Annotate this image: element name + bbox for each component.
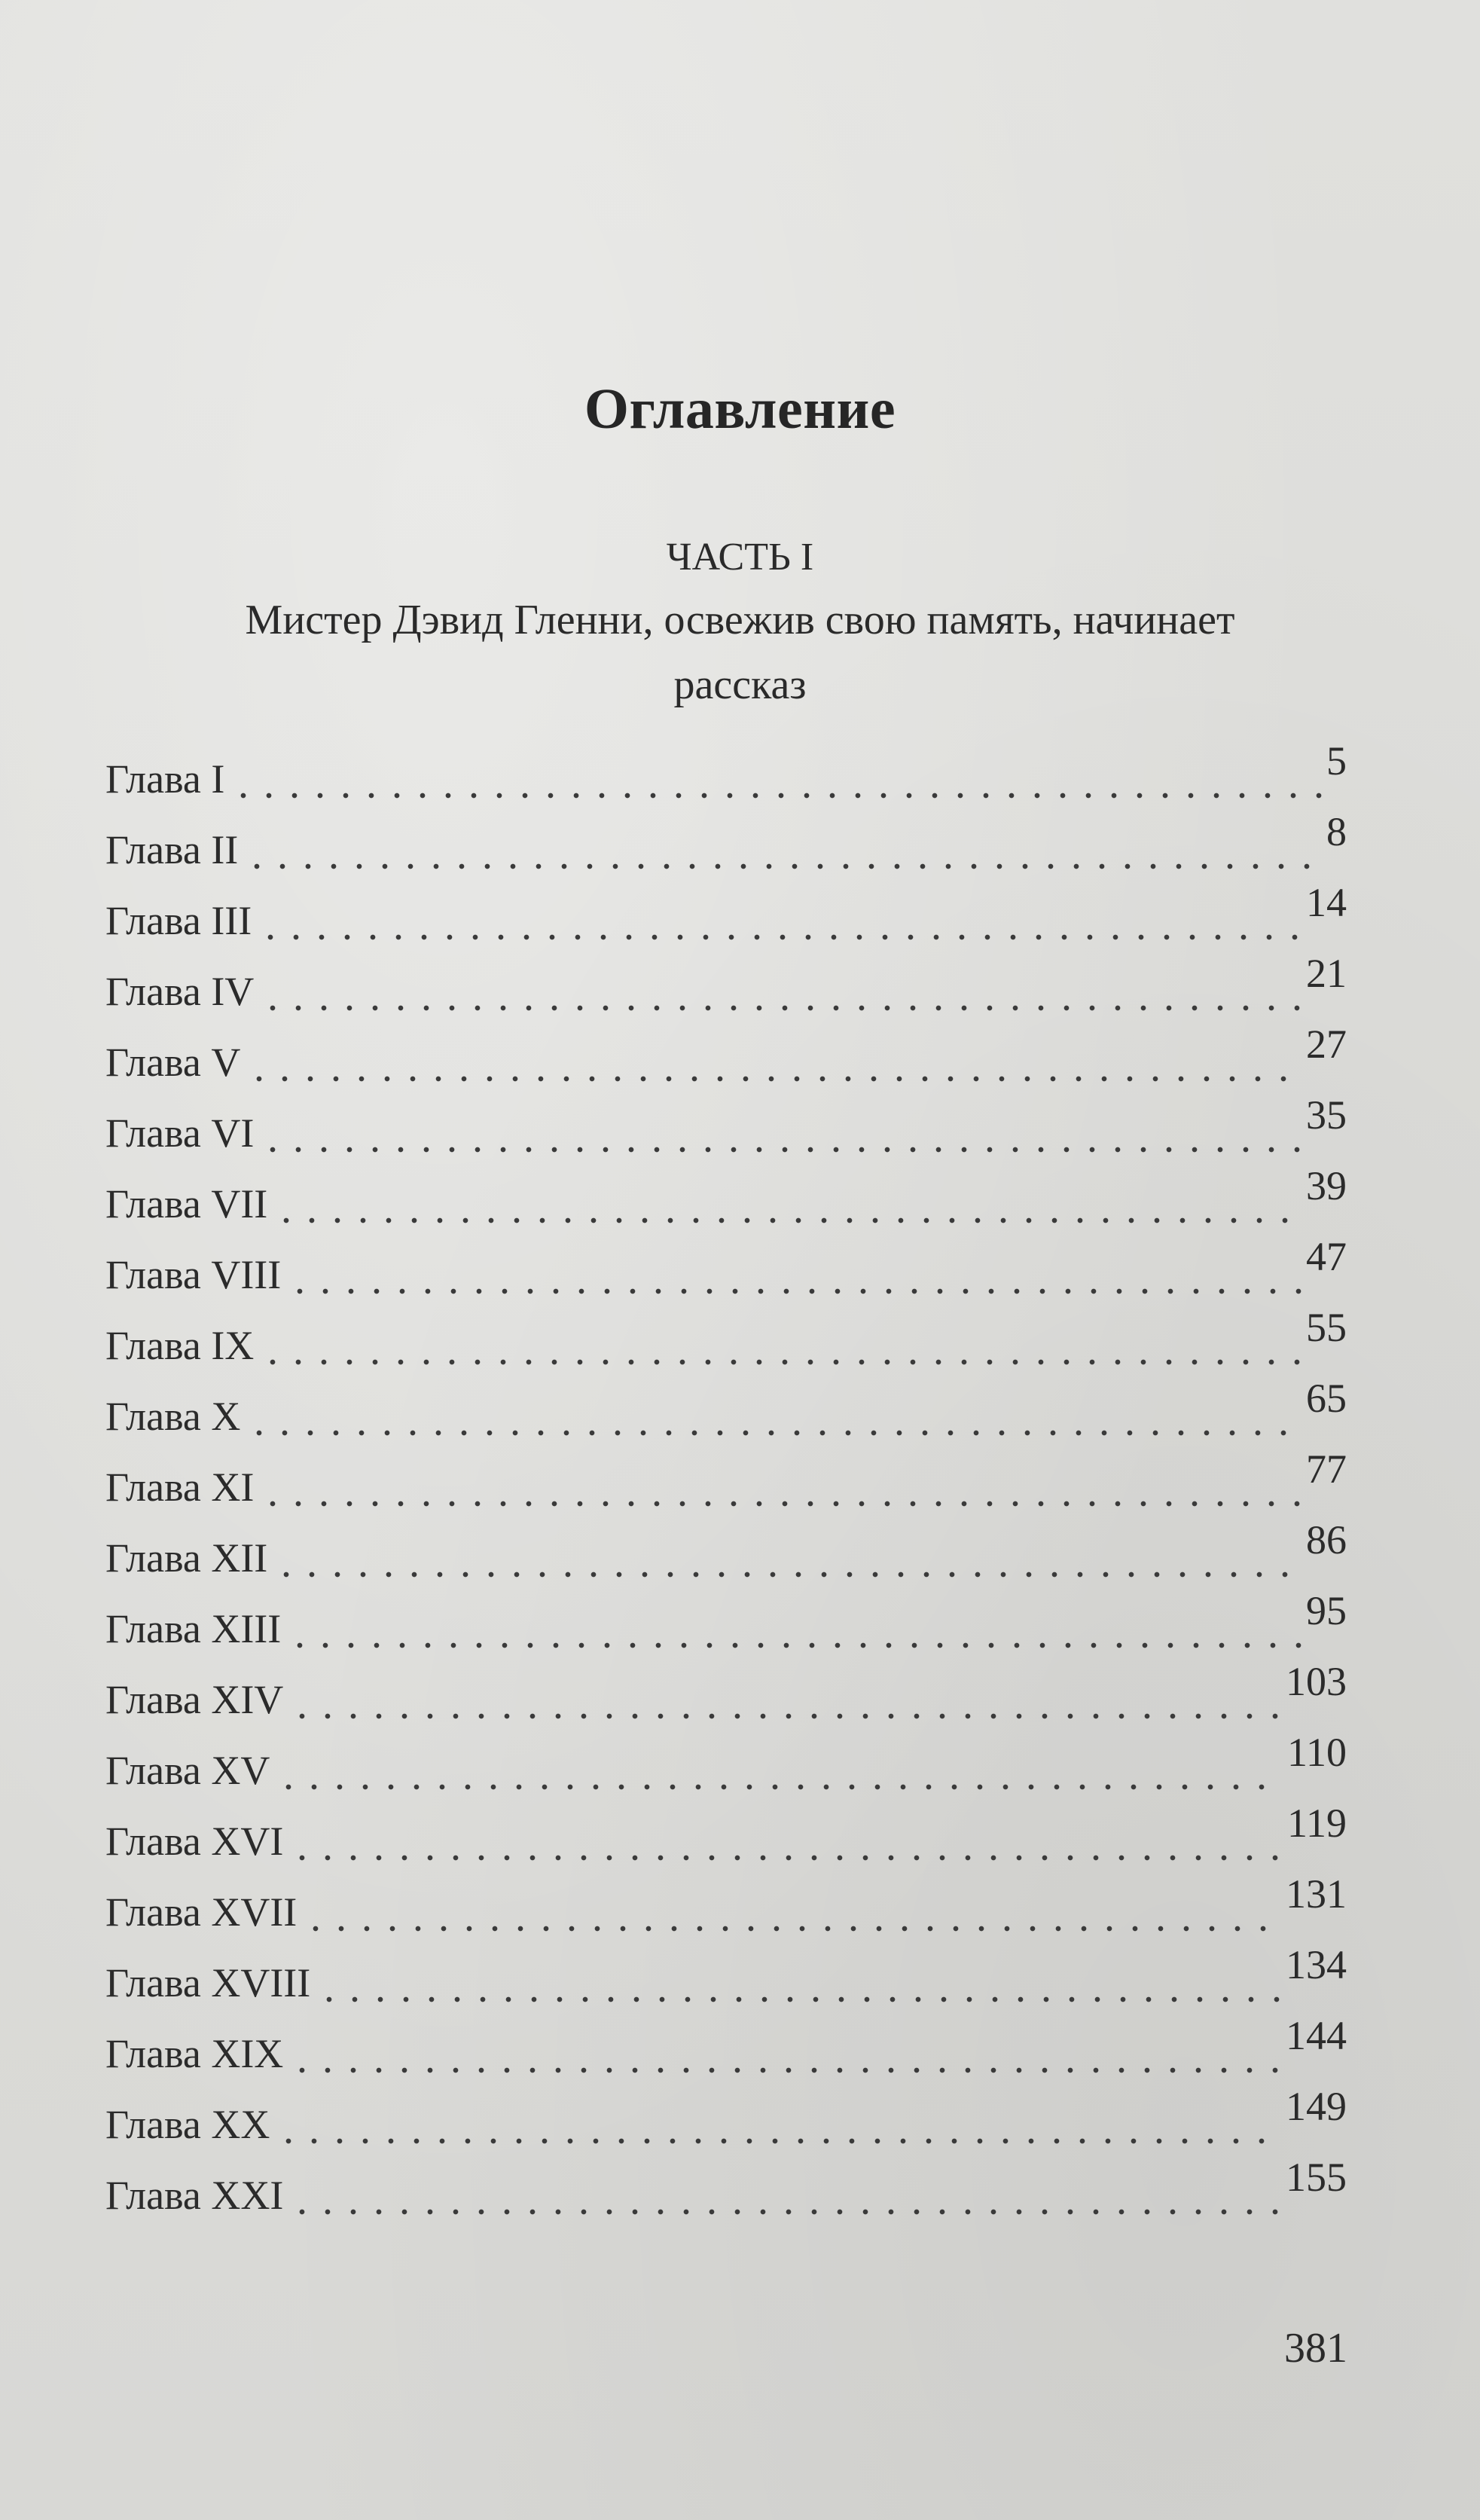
toc-entry: [105, 1376, 1347, 1446]
chapter-page-number: 21: [1306, 951, 1347, 996]
chapter-label: Глава VI: [105, 1110, 255, 1156]
dot-leader: [289, 2031, 1281, 2076]
chapter-label: Глава XXI: [105, 2173, 284, 2218]
toc-entry: [105, 1659, 1347, 1730]
dot-leader: [273, 1535, 1301, 1581]
toc-entry: [105, 880, 1347, 951]
page-number: 381: [1284, 2325, 1347, 2372]
chapter-label: Глава IX: [105, 1323, 255, 1368]
dot-leader: [258, 898, 1301, 943]
chapter-label: Глава XVII: [105, 1889, 298, 1935]
toc-entry: [105, 738, 1347, 809]
chapter-page-number: 144: [1286, 2013, 1347, 2058]
chapter-label: Глава IV: [105, 969, 255, 1014]
chapter-label: Глава VIII: [105, 1252, 282, 1297]
dot-leader: [260, 969, 1301, 1014]
chapter-page-number: 77: [1306, 1446, 1347, 1492]
chapter-page-number: 65: [1306, 1376, 1347, 1421]
toc-entry: [105, 1730, 1347, 1801]
toc-entry: [105, 1517, 1347, 1588]
dot-leader: [246, 1394, 1301, 1439]
chapter-label: Глава V: [105, 1040, 241, 1085]
chapter-label: Глава XIII: [105, 1606, 282, 1651]
chapter-label: Глава X: [105, 1394, 241, 1439]
toc-entry: [105, 2084, 1347, 2155]
dot-leader: [287, 1252, 1301, 1297]
dot-leader: [273, 1181, 1301, 1226]
toc-title: Оглавление: [584, 377, 896, 441]
dot-leader: [260, 1323, 1301, 1368]
chapter-page-number: 47: [1306, 1234, 1347, 1279]
chapter-label: Глава XVI: [105, 1819, 284, 1864]
toc-entry: [105, 1305, 1347, 1376]
chapter-label: Глава XIV: [105, 1677, 284, 1722]
part-label: ЧАСТЬ I: [666, 536, 814, 579]
chapter-page-number: 155: [1286, 2155, 1347, 2200]
chapter-page-number: 39: [1306, 1163, 1347, 1208]
toc-entry: [105, 2155, 1347, 2225]
dot-leader: [316, 1960, 1281, 2005]
chapter-label: Глава XVIII: [105, 1960, 311, 2005]
chapter-label: Глава XII: [105, 1535, 268, 1581]
toc-entry: [105, 1234, 1347, 1305]
dot-leader: [287, 1606, 1301, 1651]
toc-entry: [105, 1588, 1347, 1659]
chapter-page-number: 131: [1286, 1871, 1347, 1917]
dot-leader: [260, 1110, 1301, 1156]
chapter-page-number: 27: [1306, 1022, 1347, 1067]
chapter-page-number: 95: [1306, 1588, 1347, 1633]
toc-entry: [105, 809, 1347, 880]
dot-leader: [289, 1819, 1283, 1864]
chapter-label: Глава XV: [105, 1748, 270, 1793]
chapter-label: Глава III: [105, 898, 252, 943]
toc-entry: [105, 1092, 1347, 1163]
toc-entry: [105, 1942, 1347, 2013]
chapter-page-number: 14: [1306, 880, 1347, 925]
dot-leader: [276, 1748, 1283, 1793]
toc-entry: [105, 2013, 1347, 2084]
chapter-label: Глава II: [105, 827, 239, 872]
chapter-page-number: 55: [1306, 1305, 1347, 1350]
toc-entry: [105, 1022, 1347, 1092]
part-header: [0, 527, 1480, 717]
dot-leader: [246, 1040, 1301, 1085]
chapter-label: Глава VII: [105, 1181, 268, 1226]
chapter-page-number: 8: [1326, 809, 1347, 854]
dot-leader: [289, 1677, 1281, 1722]
dot-leader: [230, 756, 1322, 802]
chapter-page-number: 103: [1286, 1659, 1347, 1704]
dot-leader: [303, 1889, 1281, 1935]
toc-entry: [105, 1163, 1347, 1234]
chapter-label: Глава I: [105, 756, 225, 802]
dot-leader: [289, 2173, 1281, 2218]
part-subtitle: Мистер Дэвид Гленни, освежив свою память, начинает рассказ: [245, 597, 1235, 708]
toc-entry: [105, 1871, 1347, 1942]
toc-entry: [105, 951, 1347, 1022]
toc-list: [105, 738, 1347, 2225]
chapter-page-number: 149: [1286, 2084, 1347, 2129]
dot-leader: [276, 2102, 1281, 2147]
chapter-label: Глава XI: [105, 1465, 255, 1510]
chapter-label: Глава XX: [105, 2102, 270, 2147]
dot-leader: [260, 1465, 1301, 1510]
chapter-page-number: 86: [1306, 1517, 1347, 1562]
chapter-page-number: 119: [1287, 1801, 1347, 1846]
chapter-label: Глава XIX: [105, 2031, 284, 2076]
dot-leader: [244, 827, 1322, 872]
chapter-page-number: 5: [1326, 738, 1347, 783]
chapter-page-number: 134: [1286, 1942, 1347, 1987]
toc-entry: [105, 1801, 1347, 1871]
chapter-page-number: 35: [1306, 1092, 1347, 1138]
chapter-page-number: 110: [1287, 1730, 1347, 1775]
toc-entry: [105, 1446, 1347, 1517]
